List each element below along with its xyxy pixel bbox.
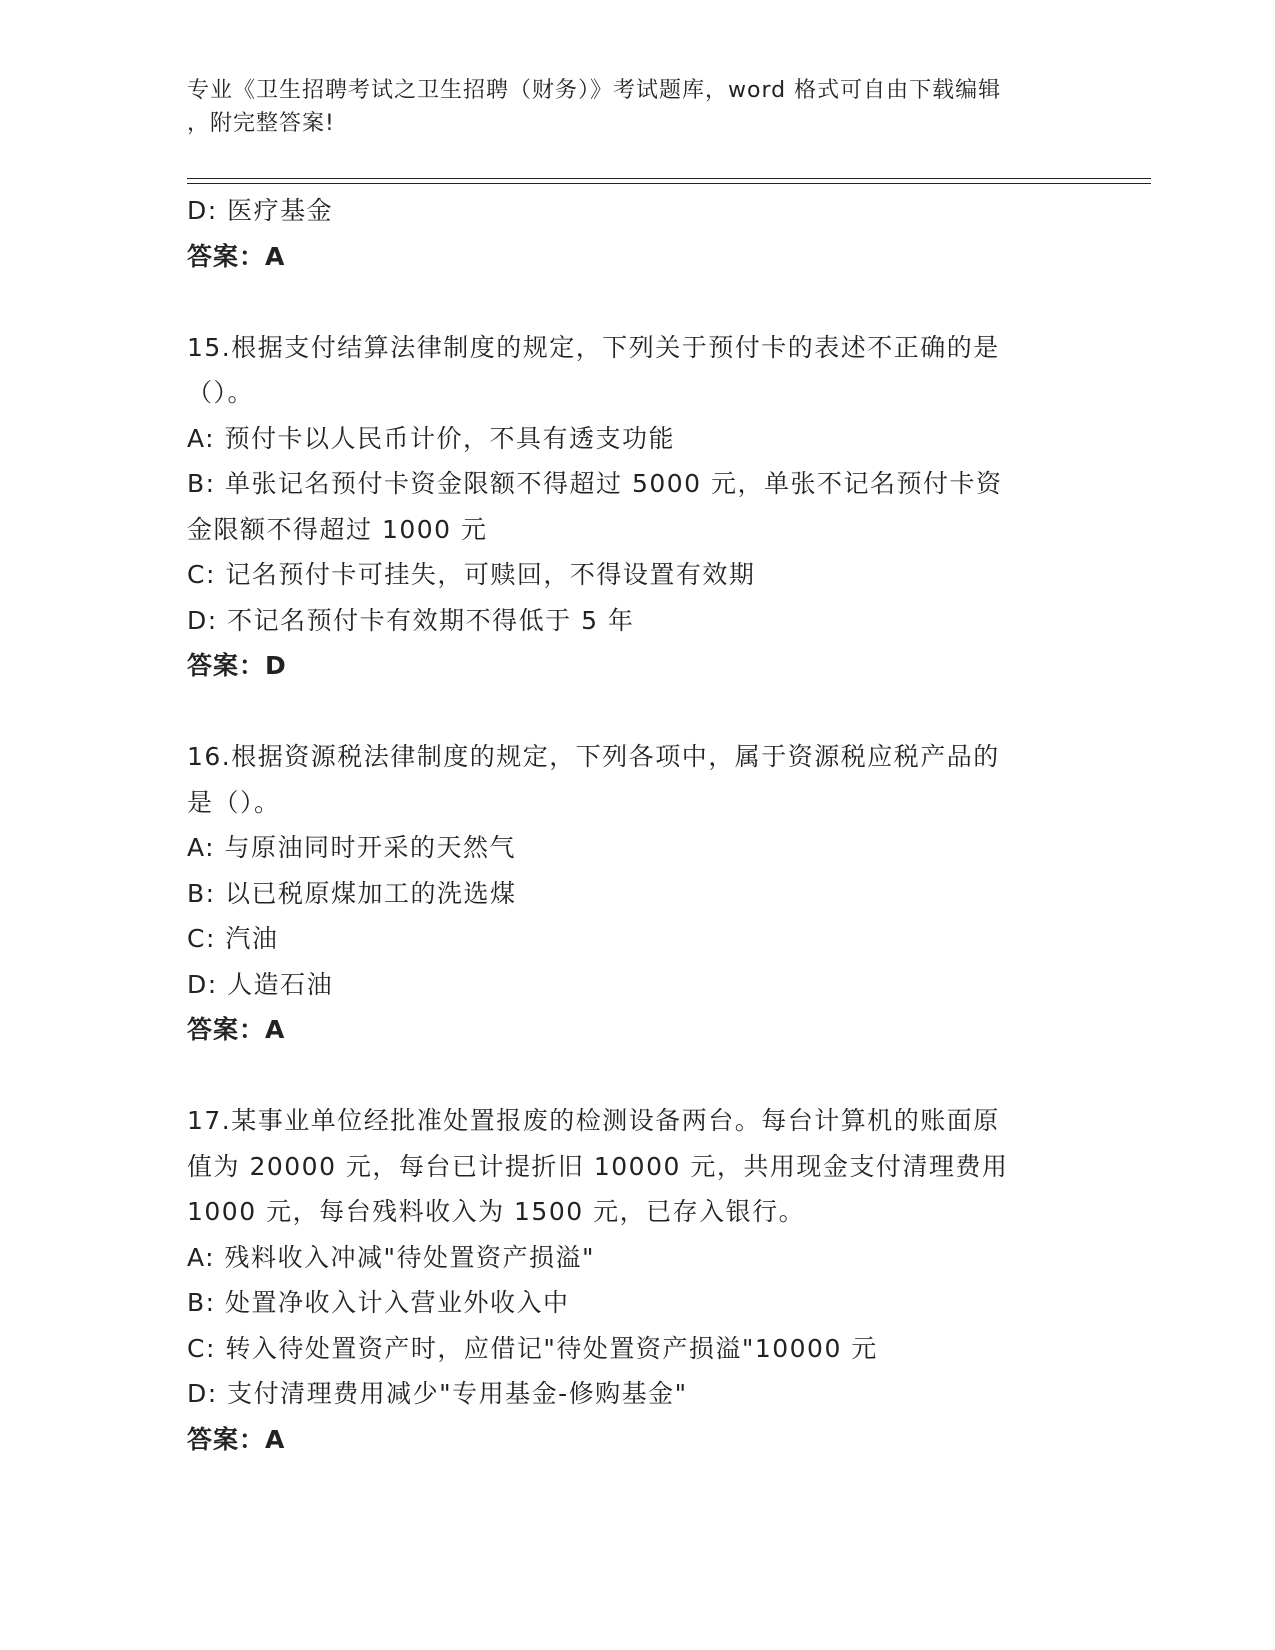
- spacer: [187, 279, 1087, 325]
- answer: 答案：D: [187, 651, 287, 680]
- spacer: [187, 689, 1087, 735]
- answer: 答案：A: [187, 1015, 286, 1044]
- option-c: C: 转入待处置资产时，应借记"待处置资产损溢"10000 元: [187, 1333, 878, 1363]
- answer: 答案：A: [187, 1424, 286, 1454]
- question-content: [187, 188, 1087, 1462]
- previous-question-tail: [187, 188, 1087, 279]
- option-b: B: 以已税原煤加工的洗选煤: [187, 878, 517, 908]
- question-stem-continued: 1000 元，每台残料收入为 1500 元，已存入银行。: [187, 1197, 806, 1226]
- option-b-continued: 金限额不得超过 1000 元: [187, 514, 488, 544]
- page-header: [187, 74, 1067, 140]
- option-a: A: 预付卡以人民币计价，不具有透支功能: [187, 423, 676, 453]
- header-divider-bottom: [187, 183, 1151, 184]
- question-stem: 16.根据资源税法律制度的规定，下列各项中，属于资源税应税产品的: [187, 742, 1000, 771]
- option-d: D: 支付清理费用减少"专用基金-修购基金": [187, 1379, 688, 1408]
- option-c: C: 汽油: [187, 924, 279, 953]
- spacer: [187, 1053, 1087, 1099]
- question-16: [187, 734, 1087, 1053]
- question-stem: 17.某事业单位经批准处置报废的检测设备两台。每台计算机的账面原: [187, 1106, 1000, 1135]
- question-17: [187, 1098, 1087, 1462]
- header-divider-top: [187, 178, 1151, 179]
- question-15: [187, 325, 1087, 689]
- option-d: D: 不记名预付卡有效期不得低于 5 年: [187, 605, 635, 635]
- question-stem-continued: （）。: [187, 378, 255, 407]
- option-a: A: 残料收入冲减"待处置资产损溢": [187, 1242, 596, 1272]
- option-d: D: 医疗基金: [187, 196, 334, 225]
- header-line-1: 专业《卫生招聘考试之卫生招聘（财务）》考试题库，word 格式可自由下载编辑: [187, 78, 1002, 103]
- option-b: B: 处置净收入计入营业外收入中: [187, 1288, 570, 1317]
- option-c: C: 记名预付卡可挂失，可赎回，不得设置有效期: [187, 560, 756, 589]
- answer: 答案：A: [187, 241, 286, 271]
- option-a: A: 与原油同时开采的天然气: [187, 833, 517, 862]
- question-stem-continued: 值为 20000 元，每台已计提折旧 10000 元，共用现金支付清理费用: [187, 1151, 1009, 1181]
- option-d: D: 人造石油: [187, 969, 334, 999]
- header-line-2: ，附完整答案!: [187, 111, 335, 136]
- question-stem: 15.根据支付结算法律制度的规定，下列关于预付卡的表述不正确的是: [187, 332, 1000, 362]
- option-b: B: 单张记名预付卡资金限额不得超过 5000 元，单张不记名预付卡资: [187, 469, 1003, 498]
- question-stem-continued: 是（）。: [187, 787, 281, 817]
